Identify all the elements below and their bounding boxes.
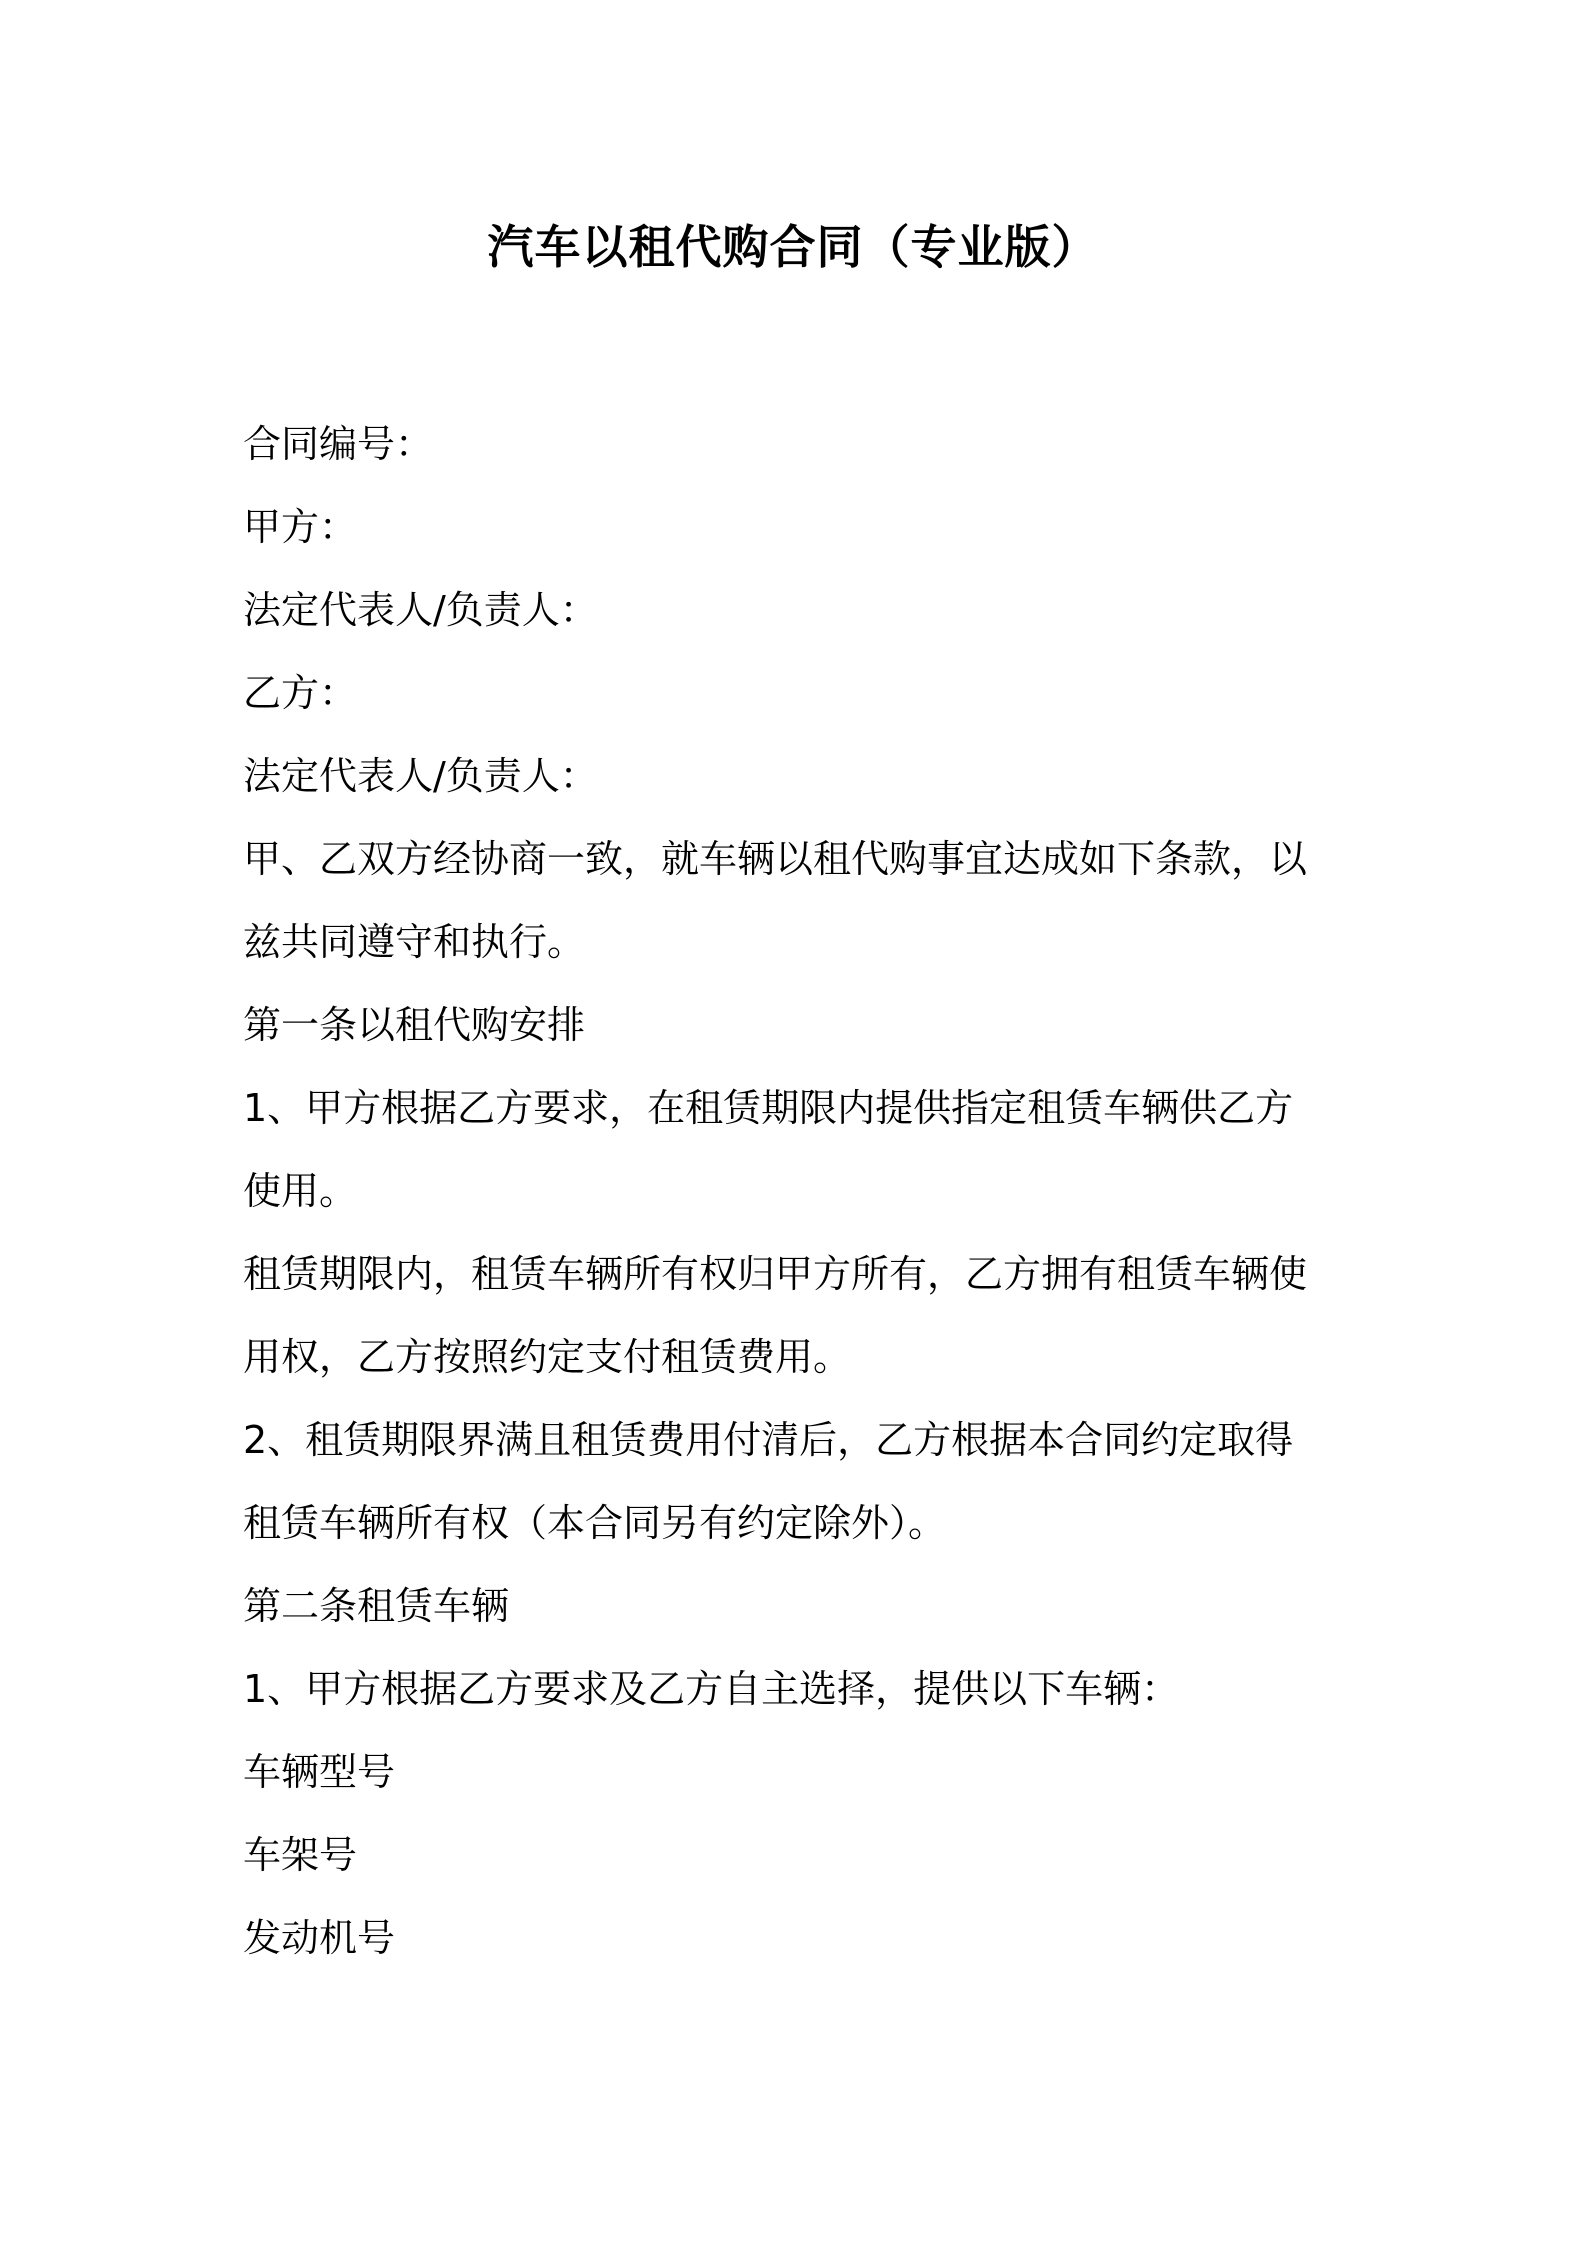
party-a-representative-label: 法定代表人/负责人： — [243, 588, 598, 632]
contract-number-label: 合同编号： — [243, 422, 434, 466]
article-1-clause-2-line-1: 2、租赁期限界满且租赁费用付清后，乙方根据本合同约定取得 — [243, 1418, 1294, 1462]
article-1-clause-1-line-2: 使用。 — [243, 1169, 358, 1213]
article-1-clause-1-line-1: 1、甲方根据乙方要求，在租赁期限内提供指定租赁车辆供乙方 — [243, 1086, 1294, 1130]
preamble-line-2: 兹共同遵守和执行。 — [243, 920, 586, 964]
vehicle-model-label: 车辆型号 — [243, 1750, 396, 1794]
article-1-clause-2-line-2: 租赁车辆所有权（本合同另有约定除外）。 — [243, 1501, 947, 1545]
party-b-label: 乙方： — [243, 671, 358, 715]
party-a-label: 甲方： — [243, 505, 358, 549]
engine-number-label: 发动机号 — [243, 1916, 396, 1960]
vehicle-frame-number-label: 车架号 — [243, 1833, 358, 1877]
document-title: 汽车以租代购合同（专业版） — [487, 220, 1099, 274]
article-2-clause-1: 1、甲方根据乙方要求及乙方自主选择，提供以下车辆： — [243, 1667, 1180, 1711]
party-b-representative-label: 法定代表人/负责人： — [243, 754, 598, 798]
preamble-line-1: 甲、乙双方经协商一致，就车辆以租代购事宜达成如下条款，以 — [243, 837, 1308, 881]
article-1-ownership-line-1: 租赁期限内，租赁车辆所有权归甲方所有，乙方拥有租赁车辆使 — [243, 1252, 1308, 1296]
article-2-heading: 第二条租赁车辆 — [243, 1584, 510, 1628]
contract-body — [243, 403, 1363, 1980]
article-1-heading: 第一条以租代购安排 — [243, 1003, 586, 1047]
article-1-ownership-line-2: 用权，乙方按照约定支付租赁费用。 — [243, 1335, 852, 1379]
